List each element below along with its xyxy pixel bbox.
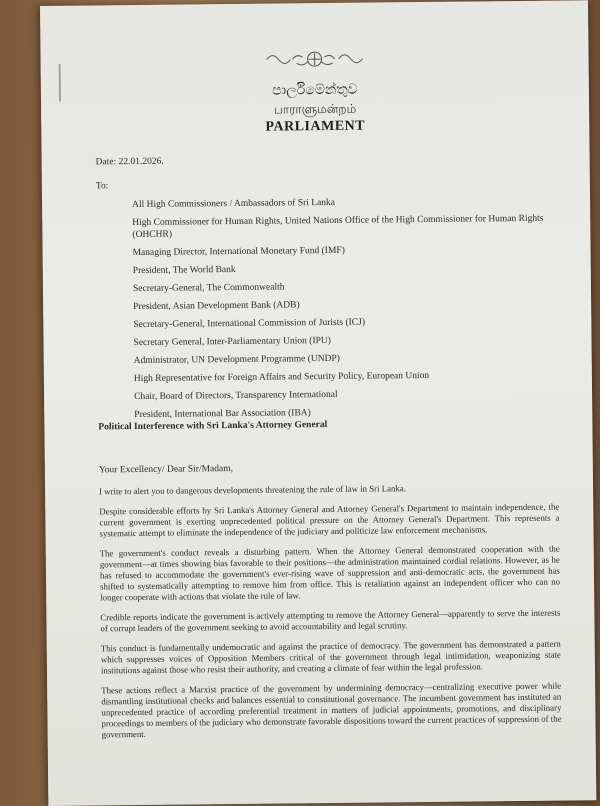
letter-page bbox=[40, 0, 596, 806]
recipient-item: Chair, Board of Directors, Transparency International bbox=[134, 389, 338, 402]
recipient-item: President, International Bar Association (IBA) bbox=[134, 407, 311, 420]
body-paragraph: Despite considerable efforts by Sri Lanka's Attorney General and Attorney General's Department to maintain independence, the current government is exerting unprecedented political pressure on the Attorney General's Department. This represents a systematic attempt to eliminate the independence of the judiciary and politicize law enforcement mechanisms. bbox=[99, 501, 560, 539]
body-paragraph: The government's conduct reveals a disturbing pattern. When the Attorney General demonstrated cooperation with the government—at times showing bias favorable to their positions—the administration maintained cordial relations. However, as he has refused to accommodate the government's ever-rising wave of suppression and anti-democratic acts, the government has shifted to systematically attempting to remove him from office. This is retaliation against an independent officer who can no longer cooperate with actions that violate the rule of law. bbox=[99, 543, 561, 603]
recipient-item: Secretary-General, International Commission of Jurists (ICJ) bbox=[133, 317, 366, 330]
recipient-item: Secretary General, Inter-Parliamentary Union (IPU) bbox=[133, 335, 331, 348]
recipient-item: High Representative for Foreign Affairs and Security Policy, European Union bbox=[133, 370, 430, 384]
to-label: To: bbox=[95, 181, 109, 192]
header-tamil: பாராளுமன்றம் bbox=[273, 101, 357, 117]
recipient-item: Secretary-General, The Commonwealth bbox=[132, 281, 285, 294]
header-english: PARLIAMENT bbox=[265, 118, 366, 135]
recipient-item: Administrator, UN Development Programme (UNDP) bbox=[133, 353, 340, 366]
parliament-emblem-icon bbox=[262, 47, 366, 72]
body-paragraph: I write to alert you to dangerous developments threatening the rule of law in Sri Lanka. bbox=[99, 483, 406, 497]
salutation: Your Excellency/ Dear Sir/Madam, bbox=[98, 464, 234, 476]
recipient-list bbox=[132, 196, 554, 428]
body-paragraph: Credible reports indicate the government is actively attempting to remove the Attorney General—apparently to serve the interests of corrupt leaders of the government seeking to avoid accountability and legal scrutiny. bbox=[100, 607, 561, 634]
recipient-item: President, Asian Development Bank (ADB) bbox=[133, 299, 300, 312]
recipient-item: High Commissioner for Human Rights, United Nations Office of the High Commissioner for Human Rights (OHCHR) bbox=[132, 213, 544, 240]
letter-body bbox=[99, 482, 562, 750]
letter-subject: Political Interference with Sri Lanka's Attorney General bbox=[98, 420, 328, 433]
body-paragraph: These actions reflect a Marxist practice of the government by undermining democracy—centralizing executive power while dismantling institutional checks and balances essential to constitutional governance. The incumbent government has instituted an unprecedented practice of according preferential treatment in matters of judicial appointments, promotions, and disciplinary proceedings to members of the judiciary who demonstrate favorable dispositions toward the current practices of suppression of the government. bbox=[101, 680, 562, 740]
header-sinhala: පාර්ලිමේන්තුව bbox=[272, 82, 358, 99]
body-paragraph: This conduct is fundamentally undemocratic and against the practice of democracy. The government has demonstrated a pattern which suppresses voices of Opposition Members critical of the government through legal intimidation, weaponizing state institutions against those who resist their authority, and creating a climate of fear within the legal profession. bbox=[100, 638, 561, 676]
recipient-item: Managing Director, International Monetary Fund (IMF) bbox=[132, 245, 345, 258]
recipient-item: All High Commissioners / Ambassadors of Sri Lanka bbox=[132, 197, 336, 211]
letter-date: Date: 22.01.2026. bbox=[95, 156, 164, 168]
recipient-item: President, The World Bank bbox=[132, 264, 236, 276]
